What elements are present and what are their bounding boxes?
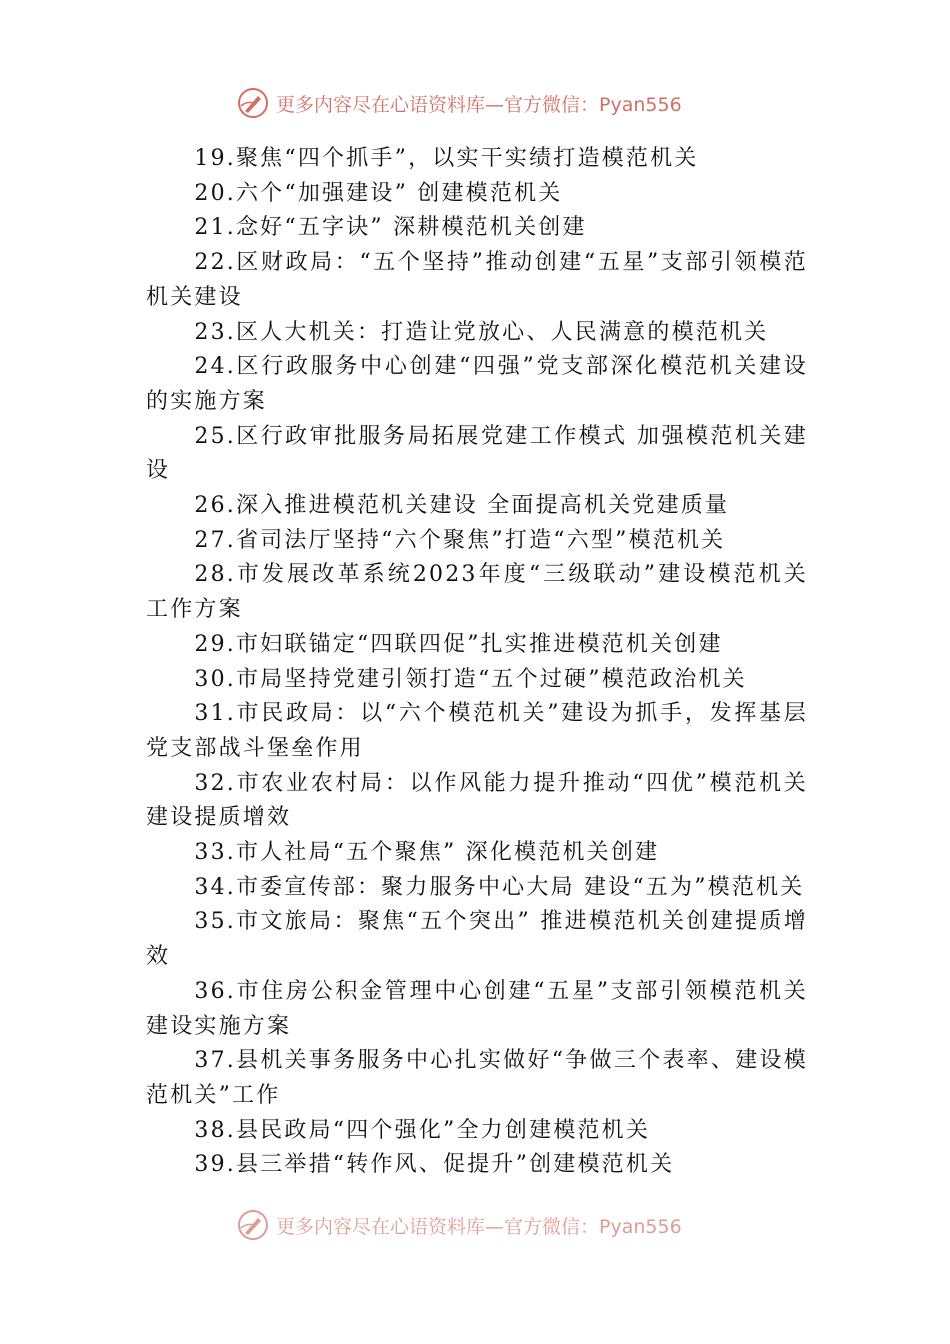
list-item: 35.市文旅局：聚焦“五个突出” 推进模范机关创建提质增效 <box>146 909 808 970</box>
list-item: 19.聚焦“四个抓手”，以实干实绩打造模范机关 <box>194 146 699 171</box>
list-item: 39.县三举措“转作风、促提升”创建模范机关 <box>194 1152 675 1178</box>
list-item: 37.县机关事务服务中心扎实做好“争做三个表率、建设模范机关”工作 <box>146 1048 808 1108</box>
list-item: 26.深入推进模范机关建设 全面提高机关党建质量 <box>194 493 730 519</box>
watermark-text: 更多内容尽在心语资料库—官方微信：Pyan556 <box>276 1215 682 1238</box>
list-item: 21.念好“五字诀” 深耕模范机关创建 <box>194 215 587 241</box>
watermark-footer <box>236 1208 682 1242</box>
list-item: 32.市农业农村局：以作风能力提升推动“四优”模范机关建设提质增效 <box>146 770 808 831</box>
list-item: 29.市妇联锚定“四联四促”扎实推进模范机关创建 <box>194 631 723 657</box>
list-item: 36.市住房公积金管理中心创建“五星”支部引领模范机关建设实施方案 <box>146 978 808 1039</box>
list-item: 28.市发展改革系统2023年度“三级联动”建设模范机关工作方案 <box>146 562 808 623</box>
list-item: 30.市局坚持党建引领打造“五个过硬”模范政治机关 <box>194 666 747 692</box>
list-item: 31.市民政局：以“六个模范机关”建设为抓手，发挥基层党支部战斗堡垒作用 <box>146 701 808 761</box>
list-item: 24.区行政服务中心创建“四强”党支部深化模范机关建设的实施方案 <box>146 354 808 414</box>
list-item: 22.区财政局：“五个坚持”推动创建“五星”支部引领模范机关建设 <box>146 250 808 310</box>
watermark-text: 更多内容尽在心语资料库—官方微信：Pyan556 <box>276 93 682 116</box>
watermark-header <box>236 86 682 120</box>
document-body <box>146 142 808 1183</box>
list-item: 34.市委宣传部：聚力服务中心大局 建设“五为”模范机关 <box>194 874 805 900</box>
pen-logo-icon <box>236 86 270 120</box>
pen-logo-icon <box>236 1208 270 1242</box>
list-item: 33.市人社局“五个聚焦” 深化模范机关创建 <box>194 840 660 866</box>
list-item: 20.六个“加强建设” 创建模范机关 <box>194 180 563 206</box>
list-item: 23.区人大机关：打造让党放心、人民满意的模范机关 <box>194 319 769 345</box>
list-item: 25.区行政审批服务局拓展党建工作模式 加强模范机关建设 <box>146 423 808 484</box>
list-item: 27.省司法厅坚持“六个聚焦”打造“六型”模范机关 <box>194 527 726 553</box>
list-item: 38.县民政局“四个强化”全力创建模范机关 <box>194 1117 651 1143</box>
